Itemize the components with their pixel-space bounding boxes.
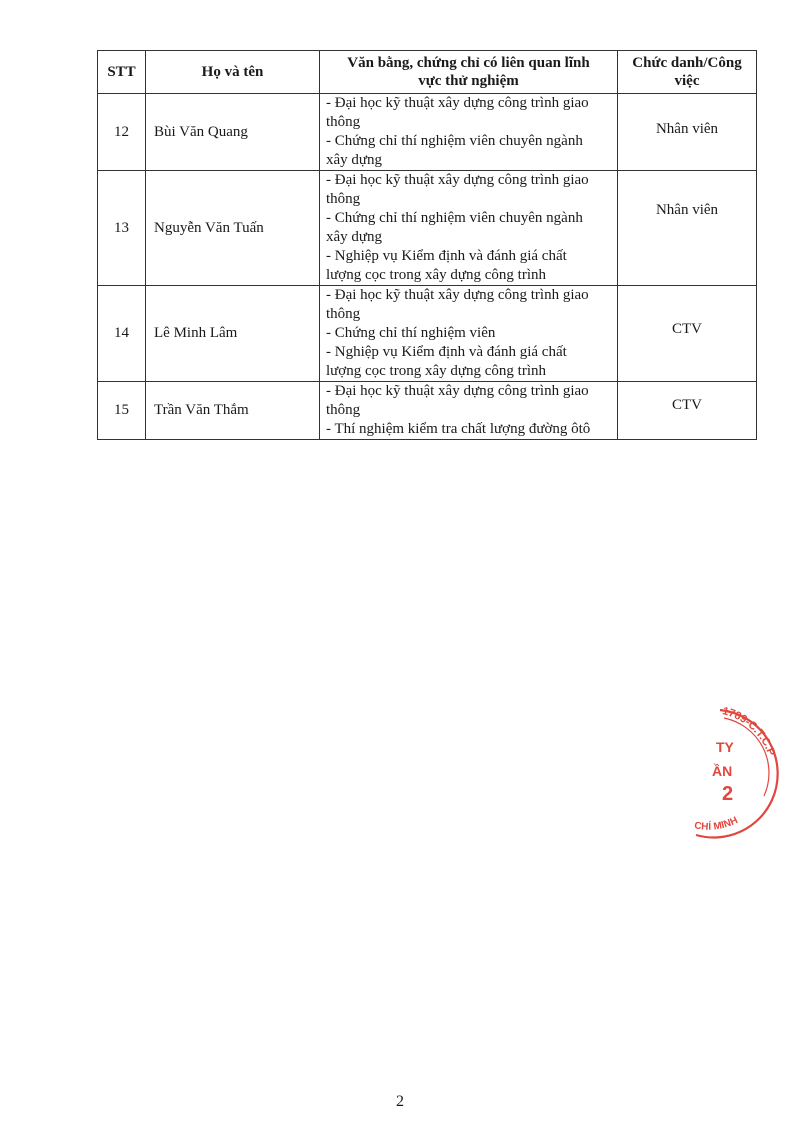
- qualification-line: - Chứng chỉ thí nghiệm viên chuyên ngành: [326, 133, 583, 149]
- row-stt: 15: [98, 382, 146, 440]
- row-role: CTV: [618, 286, 757, 382]
- page-number: 2: [396, 1093, 404, 1110]
- qualification-line: thông: [326, 114, 361, 130]
- header-role-line2: việc: [674, 73, 700, 89]
- row-name: Nguyễn Văn Tuấn: [146, 171, 320, 286]
- row-qualifications: [320, 94, 618, 171]
- qualification-line: - Thí nghiệm kiểm tra chất lượng đường ôtô: [326, 421, 591, 437]
- row-stt: 12: [98, 94, 146, 171]
- row-role: Nhân viên: [618, 94, 757, 171]
- seal-arc-text: 1789-C.T.C.P: [721, 705, 778, 758]
- row-qualifications: [320, 382, 618, 440]
- row-stt: 14: [98, 286, 146, 382]
- table-row: [98, 171, 757, 286]
- table-body: [98, 94, 757, 440]
- header-stt: STT: [98, 51, 146, 94]
- qualification-line: - Chứng chỉ thí nghiệm viên: [326, 325, 496, 341]
- personnel-table: [97, 50, 757, 440]
- qualification-line: - Đại học kỹ thuật xây dựng công trình giao: [326, 95, 589, 111]
- row-qualifications: [320, 171, 618, 286]
- svg-text:CHÍ MINH: [693, 815, 739, 833]
- qualification-line: - Nghiệp vụ Kiểm định và đánh giá chất: [326, 344, 567, 360]
- header-qualifications: [320, 51, 618, 94]
- row-name: Trần Văn Thắm: [146, 382, 320, 440]
- row-role: Nhân viên: [618, 171, 757, 286]
- qualification-line: thông: [326, 306, 361, 322]
- header-role: [618, 51, 757, 94]
- header-name: Họ và tên: [146, 51, 320, 94]
- qualification-line: - Đại học kỹ thuật xây dựng công trình giao: [326, 287, 589, 303]
- qualification-line: thông: [326, 191, 361, 207]
- row-role: CTV: [618, 382, 757, 440]
- header-role-line1: Chức danh/Công: [632, 55, 742, 71]
- row-name: Lê Minh Lâm: [146, 286, 320, 382]
- qualification-line: xây dựng: [326, 229, 383, 245]
- table-row: [98, 286, 757, 382]
- row-stt: 13: [98, 171, 146, 286]
- table-header-row: [98, 51, 757, 94]
- table-row: [98, 94, 757, 171]
- qualification-line: xây dựng: [326, 152, 383, 168]
- seal-text-ty: TY: [716, 739, 734, 755]
- qualification-line: - Đại học kỹ thuật xây dựng công trình giao: [326, 383, 589, 399]
- header-qualifications-line2: vực thử nghiệm: [418, 73, 519, 89]
- company-seal: [690, 700, 790, 845]
- qualification-line: lượng cọc trong xây dựng công trình: [326, 363, 546, 379]
- seal-text-num: 2: [722, 783, 734, 805]
- row-name: Bùi Văn Quang: [146, 94, 320, 171]
- header-qualifications-line1: Văn bằng, chứng chỉ có liên quan lĩnh: [347, 55, 590, 71]
- qualification-line: lượng cọc trong xây dựng công trình: [326, 267, 546, 283]
- qualification-line: - Nghiệp vụ Kiểm định và đánh giá chất: [326, 248, 567, 264]
- qualification-line: - Đại học kỹ thuật xây dựng công trình giao: [326, 172, 589, 188]
- qualification-line: - Chứng chỉ thí nghiệm viên chuyên ngành: [326, 210, 583, 226]
- seal-bottom-text: CHÍ MINH: [693, 815, 740, 833]
- seal-text-an: ẦN: [712, 763, 733, 779]
- qualification-line: thông: [326, 402, 361, 418]
- row-qualifications: [320, 286, 618, 382]
- seal-outer-ring: [696, 710, 778, 838]
- table-row: [98, 382, 757, 440]
